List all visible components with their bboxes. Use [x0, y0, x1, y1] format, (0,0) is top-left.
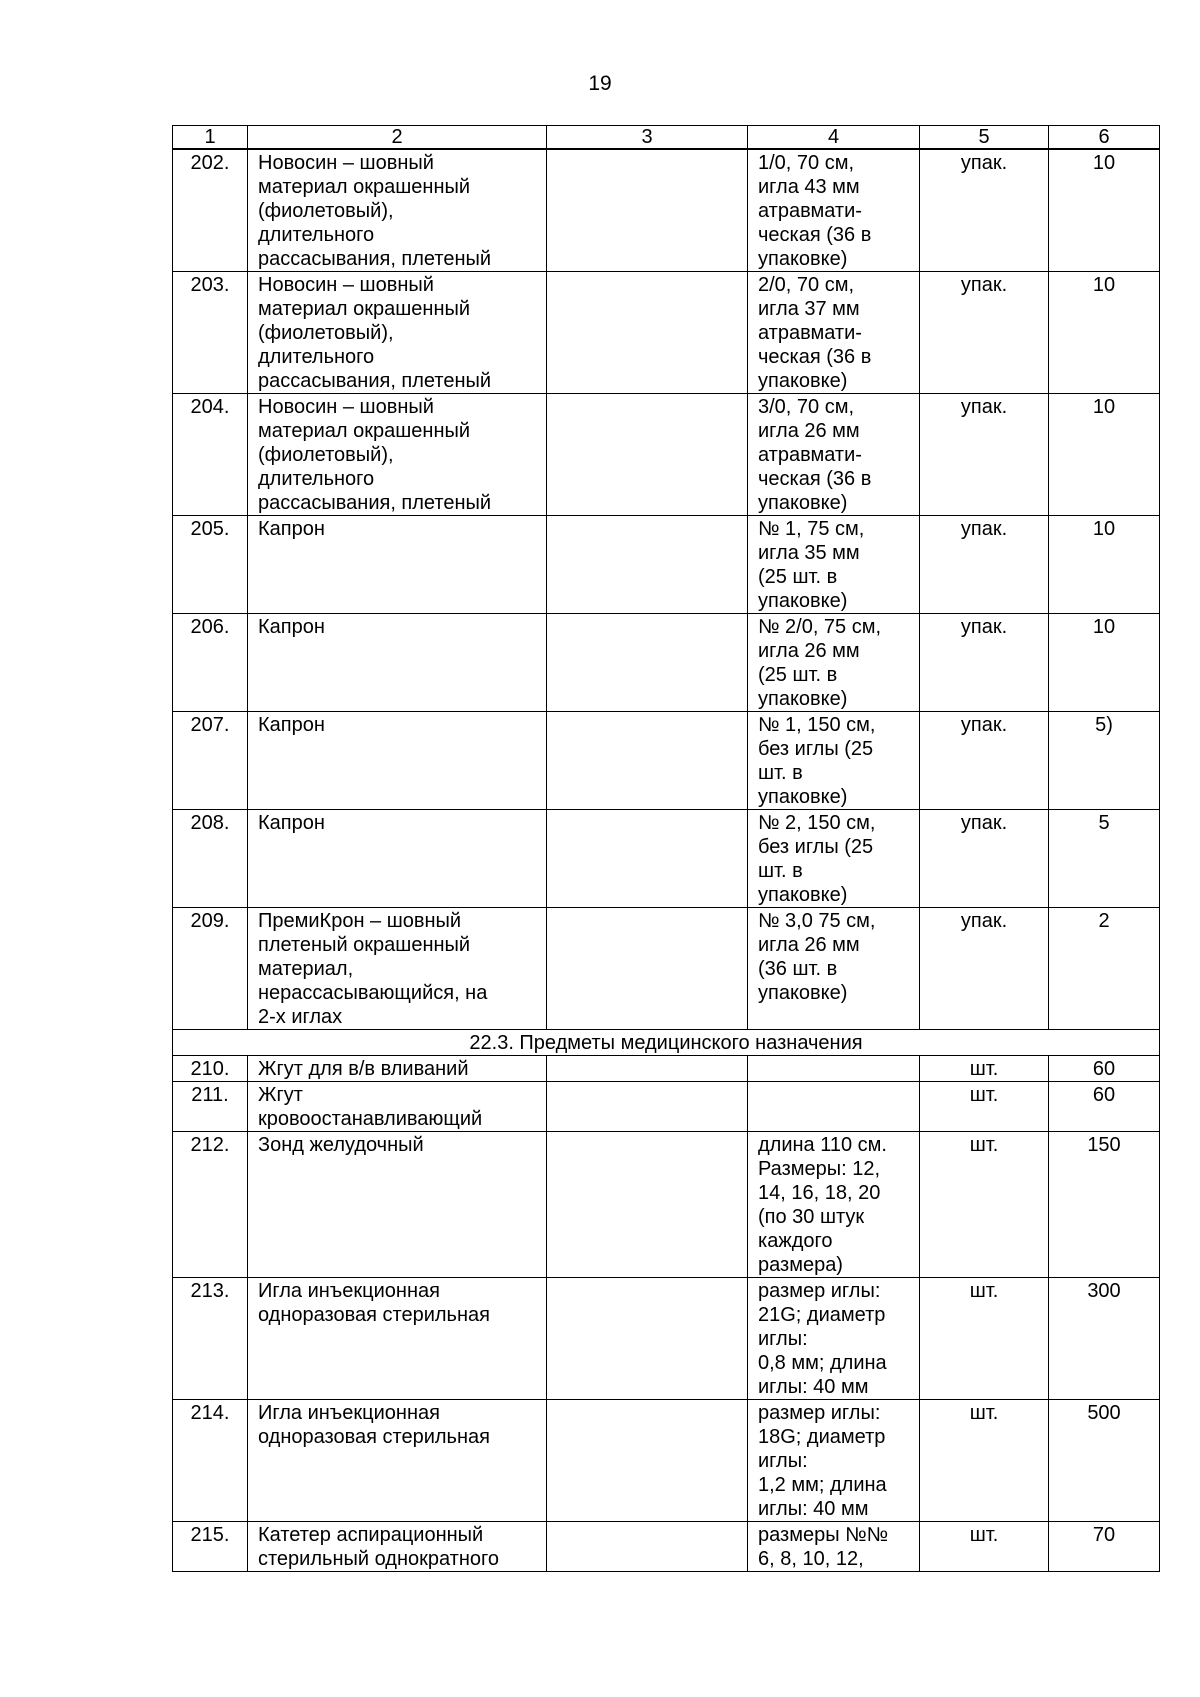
table-row: [173, 149, 1160, 272]
unit-of-measure: упак.: [920, 516, 1049, 614]
column-header: 3: [547, 126, 748, 150]
item-name: Капрон: [248, 516, 547, 614]
item-specification: № 1, 150 см, без иглы (25 шт. в упаковке): [748, 712, 920, 810]
table-row: [173, 908, 1160, 1030]
item-name: ПремиКрон – шовный плетеный окрашенный материал, нерассасывающийся, на 2-х иглах: [248, 908, 547, 1030]
row-number: 214.: [173, 1400, 248, 1522]
row-number: 211.: [173, 1082, 248, 1132]
table-row: [173, 1522, 1160, 1572]
column-3-cell: [547, 1400, 748, 1522]
item-specification: № 2/0, 75 см, игла 26 мм (25 шт. в упаковке): [748, 614, 920, 712]
row-number: 206.: [173, 614, 248, 712]
item-specification: [748, 1056, 920, 1082]
quantity: 10: [1049, 272, 1160, 394]
column-3-cell: [547, 614, 748, 712]
unit-of-measure: шт.: [920, 1082, 1049, 1132]
item-specification: № 3,0 75 см, игла 26 мм (36 шт. в упаковке): [748, 908, 920, 1030]
unit-of-measure: упак.: [920, 908, 1049, 1030]
quantity: 10: [1049, 394, 1160, 516]
quantity: 70: [1049, 1522, 1160, 1572]
table-row: [173, 1056, 1160, 1082]
unit-of-measure: шт.: [920, 1132, 1049, 1278]
item-name: Новосин – шовный материал окрашенный (фиолетовый), длительного рассасывания, плетеный: [248, 394, 547, 516]
table-body: [173, 126, 1160, 1572]
section-title: 22.3. Предметы медицинского назначения: [173, 1030, 1160, 1056]
quantity: 10: [1049, 614, 1160, 712]
item-specification: № 2, 150 см, без иглы (25 шт. в упаковке): [748, 810, 920, 908]
column-3-cell: [547, 1522, 748, 1572]
item-specification: размер иглы: 21G; диаметр иглы: 0,8 мм; длина иглы: 40 мм: [748, 1278, 920, 1400]
row-number: 208.: [173, 810, 248, 908]
item-specification: 1/0, 70 см, игла 43 мм атравмати- ческая (36 в упаковке): [748, 149, 920, 272]
item-specification: размеры №№ 6, 8, 10, 12,: [748, 1522, 920, 1572]
row-number: 202.: [173, 149, 248, 272]
table-row: [173, 1082, 1160, 1132]
item-name: Капрон: [248, 712, 547, 810]
row-number: 203.: [173, 272, 248, 394]
quantity: 300: [1049, 1278, 1160, 1400]
quantity: 60: [1049, 1056, 1160, 1082]
item-name: Жгут кровоостанавливающий: [248, 1082, 547, 1132]
column-header: 1: [173, 126, 248, 150]
table-row: [173, 516, 1160, 614]
item-name: Зонд желудочный: [248, 1132, 547, 1278]
column-3-cell: [547, 149, 748, 272]
section-row: [173, 1030, 1160, 1056]
item-specification: размер иглы: 18G; диаметр иглы: 1,2 мм; длина иглы: 40 мм: [748, 1400, 920, 1522]
column-3-cell: [547, 810, 748, 908]
quantity: 500: [1049, 1400, 1160, 1522]
table-row: [173, 272, 1160, 394]
quantity: 10: [1049, 149, 1160, 272]
column-3-cell: [547, 516, 748, 614]
item-specification: [748, 1082, 920, 1132]
item-specification: № 1, 75 см, игла 35 мм (25 шт. в упаковке): [748, 516, 920, 614]
quantity: 10: [1049, 516, 1160, 614]
column-3-cell: [547, 908, 748, 1030]
row-number: 205.: [173, 516, 248, 614]
column-header: 5: [920, 126, 1049, 150]
table-row: [173, 1400, 1160, 1522]
quantity: 5): [1049, 712, 1160, 810]
unit-of-measure: упак.: [920, 272, 1049, 394]
column-3-cell: [547, 394, 748, 516]
supplies-table: [172, 125, 1160, 1572]
table-row: [173, 394, 1160, 516]
unit-of-measure: шт.: [920, 1056, 1049, 1082]
quantity: 2: [1049, 908, 1160, 1030]
unit-of-measure: упак.: [920, 149, 1049, 272]
item-name: Капрон: [248, 810, 547, 908]
table-row: [173, 810, 1160, 908]
column-3-cell: [547, 1278, 748, 1400]
unit-of-measure: упак.: [920, 394, 1049, 516]
table-header-row: [173, 126, 1160, 150]
unit-of-measure: шт.: [920, 1522, 1049, 1572]
row-number: 204.: [173, 394, 248, 516]
unit-of-measure: шт.: [920, 1278, 1049, 1400]
page-number: 19: [588, 72, 612, 95]
quantity: 150: [1049, 1132, 1160, 1278]
item-name: Катетер аспирационный стерильный однократного: [248, 1522, 547, 1572]
item-specification: 2/0, 70 см, игла 37 мм атравмати- ческая (36 в упаковке): [748, 272, 920, 394]
table-row: [173, 712, 1160, 810]
unit-of-measure: упак.: [920, 810, 1049, 908]
item-name: Новосин – шовный материал окрашенный (фиолетовый), длительного рассасывания, плетеный: [248, 149, 547, 272]
unit-of-measure: упак.: [920, 712, 1049, 810]
unit-of-measure: упак.: [920, 614, 1049, 712]
row-number: 215.: [173, 1522, 248, 1572]
table-row: [173, 614, 1160, 712]
item-name: Жгут для в/в вливаний: [248, 1056, 547, 1082]
column-3-cell: [547, 1132, 748, 1278]
item-specification: длина 110 см. Размеры: 12, 14, 16, 18, 20 (по 30 штук каждого размера): [748, 1132, 920, 1278]
column-3-cell: [547, 1082, 748, 1132]
quantity: 5: [1049, 810, 1160, 908]
item-name: Новосин – шовный материал окрашенный (фиолетовый), длительного рассасывания, плетеный: [248, 272, 547, 394]
row-number: 212.: [173, 1132, 248, 1278]
row-number: 207.: [173, 712, 248, 810]
column-header: 4: [748, 126, 920, 150]
item-name: Игла инъекционная одноразовая стерильная: [248, 1400, 547, 1522]
column-3-cell: [547, 712, 748, 810]
row-number: 210.: [173, 1056, 248, 1082]
table-row: [173, 1278, 1160, 1400]
item-specification: 3/0, 70 см, игла 26 мм атравмати- ческая (36 в упаковке): [748, 394, 920, 516]
item-name: Игла инъекционная одноразовая стерильная: [248, 1278, 547, 1400]
row-number: 209.: [173, 908, 248, 1030]
column-header: 6: [1049, 126, 1160, 150]
column-3-cell: [547, 272, 748, 394]
column-header: 2: [248, 126, 547, 150]
row-number: 213.: [173, 1278, 248, 1400]
column-3-cell: [547, 1056, 748, 1082]
unit-of-measure: шт.: [920, 1400, 1049, 1522]
item-name: Капрон: [248, 614, 547, 712]
quantity: 60: [1049, 1082, 1160, 1132]
table-row: [173, 1132, 1160, 1278]
